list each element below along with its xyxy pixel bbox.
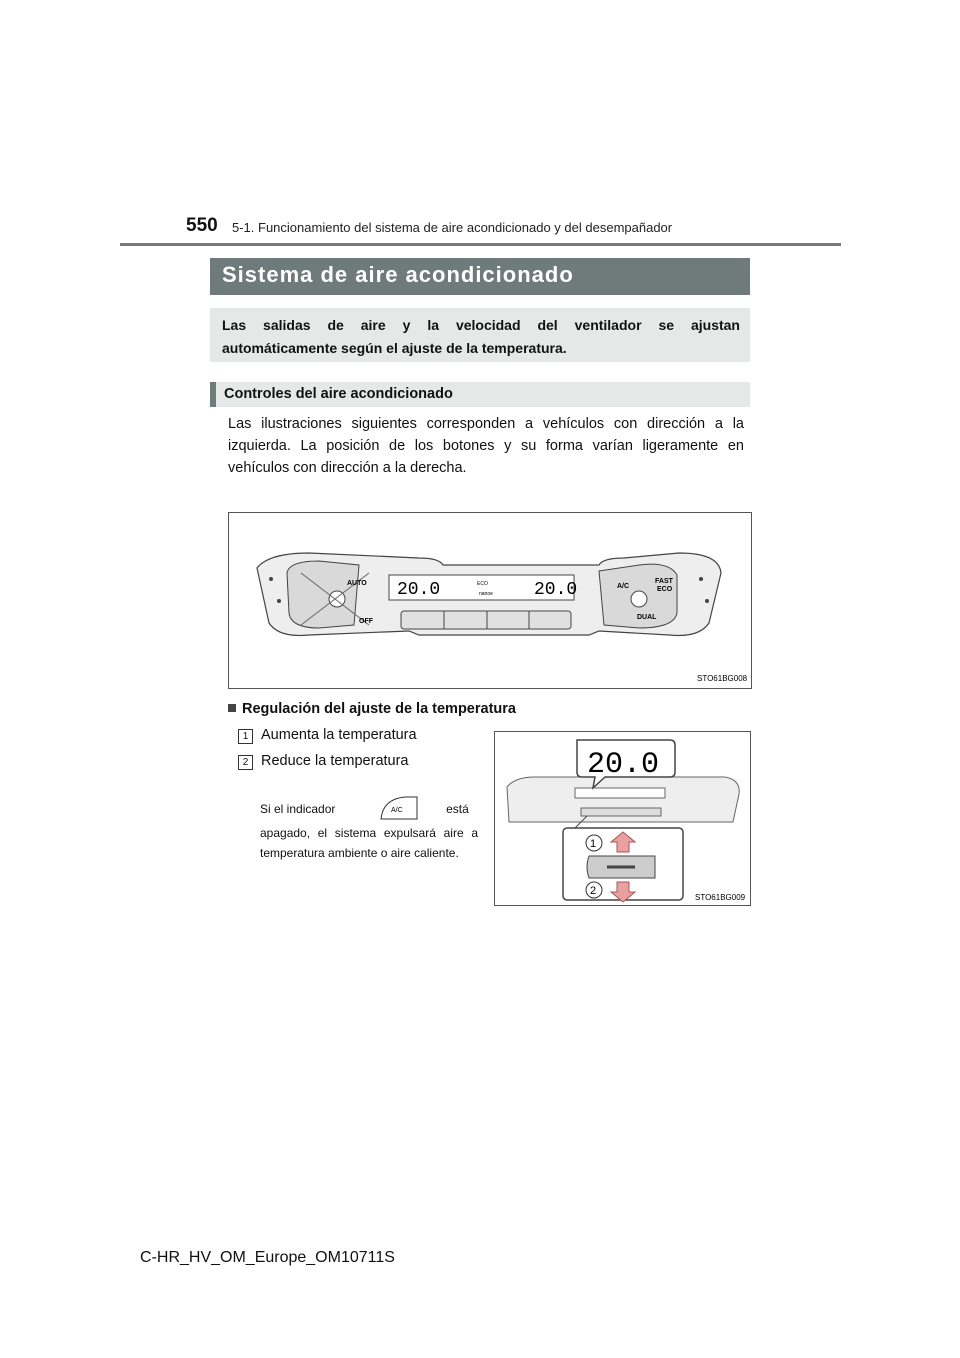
figure2-code: STO61BG009 (695, 893, 746, 902)
display-left-temp: 20.0 (397, 580, 441, 600)
subsection-title: Controles del aire acondicionado (224, 386, 453, 402)
fast-button-label: FAST (655, 578, 673, 585)
temperature-heading-text: Regulación del ajuste de la temperatura (242, 701, 516, 717)
display-nanoe: nanoe (479, 591, 493, 597)
display-right-temp: 20.0 (534, 580, 578, 600)
header-rule (120, 243, 841, 246)
ac-indicator-icon (377, 795, 421, 821)
bubble-temp: 20.0 (587, 748, 660, 782)
page-number: 550 (186, 215, 218, 236)
display-eco: ECO (477, 581, 488, 587)
footer-document-code: C-HR_HV_OM_Europe_OM10711S (140, 1249, 395, 1266)
figure2-callout-1: 1 (590, 838, 597, 850)
figure1-code: STO61BG008 (697, 674, 748, 683)
ac-button-label: A/C (617, 583, 630, 590)
running-header: 5-1. Funcionamiento del sistema de aire acondicionado y del desempañador (232, 220, 673, 235)
item-2-text: Reduce la temperatura (261, 753, 409, 769)
figure-control-panel (228, 512, 752, 689)
body-paragraph: Las ilustraciones siguientes corresponden a vehículos con dirección a la izquierda. La posición de los botones y su forma varían ligeramente en vehículos con dirección a la derecha. (228, 416, 744, 476)
note-rest: apagado, el sistema expulsará aire a temperatura ambiente o aire caliente. (260, 826, 478, 860)
auto-button-label: AUTO (347, 580, 367, 587)
bullet-square-icon (228, 704, 236, 712)
note-before: Si el indicador (260, 802, 336, 816)
ac-indicator-label: A/C (390, 807, 403, 814)
fast-eco-button-label: ECO (657, 586, 673, 593)
note-line-1 (260, 795, 478, 821)
subsection-accent (210, 382, 216, 407)
item-1-text: Aumenta la temperatura (261, 727, 417, 743)
figure-temperature-adjust (494, 731, 751, 906)
callout-2-icon: 2 (238, 755, 253, 770)
page-title: Sistema de aire acondicionado (222, 262, 574, 287)
temperature-adjust-illustration (495, 732, 750, 905)
list-item (238, 753, 409, 770)
intro-text (222, 314, 740, 360)
list-item (238, 727, 417, 744)
dual-button-label: DUAL (637, 614, 657, 621)
note-after-word: está (446, 802, 469, 816)
off-button-label: OFF (359, 618, 373, 625)
intro-line-1: Las salidas de aire y la velocidad del ventilador se ajustan (222, 317, 740, 333)
control-panel-illustration (229, 513, 751, 688)
callout-1-icon: 1 (238, 729, 253, 744)
intro-line-2: automáticamente según el ajuste de la temperatura. (222, 340, 567, 356)
temperature-heading (228, 701, 516, 717)
figure2-callout-2: 2 (590, 885, 597, 897)
